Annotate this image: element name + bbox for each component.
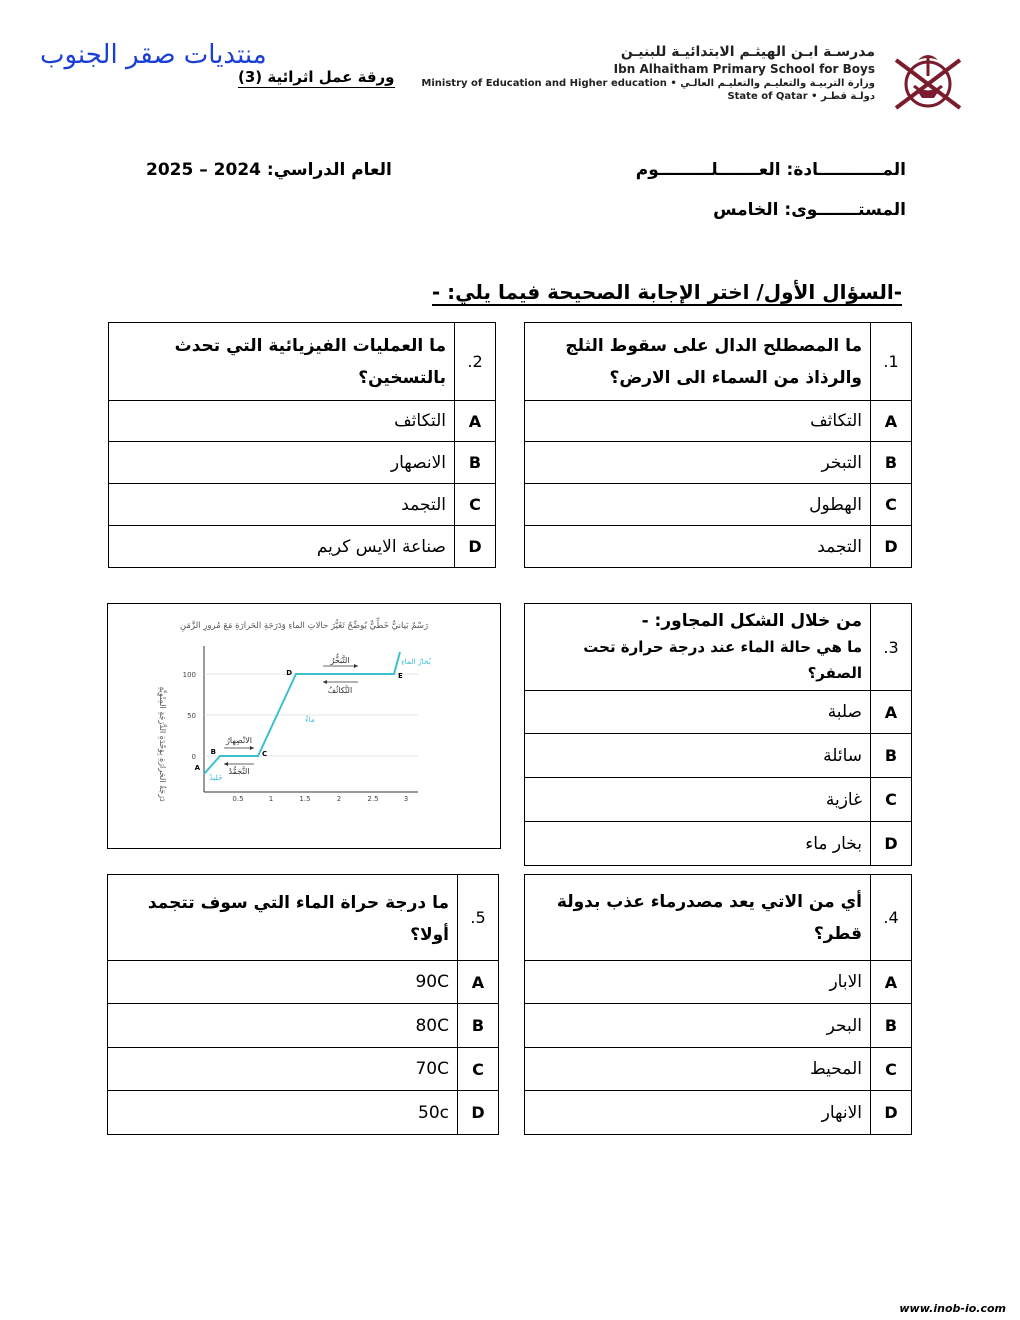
- option-text[interactable]: سائلة: [525, 734, 871, 778]
- option-letter: C: [455, 484, 496, 526]
- ministry-en: Ministry of Education and Higher education: [421, 78, 667, 89]
- question-text: ما العمليات الفيزيائية التي تحدث بالتسخين؟: [109, 323, 455, 401]
- academic-year: العام الدراسي: 2024 – 2025: [146, 160, 392, 180]
- option-text[interactable]: المحيط: [525, 1048, 871, 1091]
- option-letter: A: [871, 401, 912, 442]
- figure-ylabel: دَرَجَةُ الحَرارَةِ بِوَحْدَةِ الدَّرَجَةِ المِئَوِيَّةِ: [158, 686, 167, 802]
- school-name-ar: مدرسـة ابـن الهيثـم الابتدائيـة للبنيـن: [620, 44, 875, 60]
- label-vapor: بُخارُ الماءِ: [401, 657, 431, 666]
- option-text[interactable]: التكاثف: [525, 401, 871, 442]
- option-text[interactable]: 80C: [108, 1004, 458, 1048]
- option-text[interactable]: 70C: [108, 1048, 458, 1091]
- ministry-ar: وزارة التربيـة والتعليـم والتعليـم العالـي: [680, 78, 875, 89]
- worksheet-title: ورقة عمل اثرائية (3): [238, 68, 395, 86]
- option-text[interactable]: التجمد: [109, 484, 455, 526]
- point-label-b: B: [210, 748, 216, 756]
- option-letter: A: [871, 691, 912, 734]
- option-text[interactable]: الانهار: [525, 1091, 871, 1135]
- option-text[interactable]: صناعة الايس كريم: [109, 526, 455, 568]
- arrow-head: [323, 680, 327, 684]
- option-letter: A: [455, 401, 496, 442]
- option-letter: A: [458, 961, 499, 1004]
- option-letter: C: [871, 1048, 912, 1091]
- question-number: 4.: [871, 875, 912, 961]
- option-text[interactable]: بخار ماء: [525, 822, 871, 866]
- figure-title: رَسْمٌ بَيانيٌّ خَطِّيٌّ يُوضِّحُ تَغَيُّرَ حالاتِ الماءِ وَدَرَجَةِ الحَرارَةِ مَعَ مُرورِ الزَّمَنِ: [179, 621, 429, 631]
- question-4-table: [524, 874, 912, 1135]
- option-text[interactable]: التجمد: [525, 526, 871, 568]
- option-text[interactable]: 50c: [108, 1091, 458, 1135]
- state-en: State of Qatar: [727, 91, 808, 102]
- y-tick-label: 0: [191, 753, 196, 761]
- label-evaporation: التَّبَخُّرُ: [330, 656, 350, 665]
- question-2-table: [108, 322, 496, 568]
- label-freezing: التَّجَمُّدُ: [228, 767, 250, 776]
- x-tick-label: 3: [403, 795, 409, 803]
- forum-name: منتديات صقر الجنوب: [40, 40, 267, 70]
- point-label-d: D: [286, 669, 292, 677]
- question-number: 5.: [458, 875, 499, 961]
- state-line: State of Qatar • دولـة قطـر: [727, 91, 875, 102]
- label-melting: الانْصِهارُ: [226, 736, 252, 745]
- label-water: ماءٌ: [305, 715, 315, 724]
- arrow-head: [354, 664, 358, 668]
- option-letter: B: [871, 734, 912, 778]
- x-tick-label: 1.5: [299, 795, 311, 803]
- option-letter: B: [871, 1004, 912, 1048]
- state-ar: دولـة قطـر: [821, 91, 875, 102]
- option-letter: B: [458, 1004, 499, 1048]
- question-text: [525, 604, 871, 691]
- option-letter: B: [871, 442, 912, 484]
- label-ice: جَليدٌ: [209, 773, 223, 782]
- question-text: أي من الاتي يعد مصدرماء عذب بدولة قطر؟: [525, 875, 871, 961]
- option-text[interactable]: 90C: [108, 961, 458, 1004]
- option-text[interactable]: صلبة: [525, 691, 871, 734]
- qatar-emblem-logo: [888, 46, 968, 116]
- section-title: -السؤال الأول/ اختر الإجابة الصحيحة فيما يلي: -: [431, 280, 902, 304]
- question-1-table: [524, 322, 912, 568]
- x-tick-label: 1: [268, 795, 274, 803]
- option-letter: D: [455, 526, 496, 568]
- option-text[interactable]: الهطول: [525, 484, 871, 526]
- phase-change-graph: [108, 604, 500, 848]
- option-text[interactable]: الانصهار: [109, 442, 455, 484]
- option-letter: C: [871, 778, 912, 822]
- figure-box: [107, 603, 501, 849]
- option-letter: A: [871, 961, 912, 1004]
- label-condensation: التَّكاثُفُ: [327, 686, 353, 695]
- school-header: [421, 44, 875, 102]
- arrow-head: [250, 746, 254, 750]
- x-tick-label: 2.5: [367, 795, 379, 803]
- school-name-en: Ibn Alhaitham Primary School for Boys: [613, 62, 875, 76]
- y-tick-label: 100: [182, 671, 196, 679]
- y-tick-label: 50: [187, 712, 196, 720]
- option-text[interactable]: التبخر: [525, 442, 871, 484]
- x-tick-label: 0.5: [232, 795, 244, 803]
- level-line: المستـــــــوى: الخامس: [713, 200, 906, 220]
- option-letter: D: [871, 526, 912, 568]
- option-text[interactable]: البحر: [525, 1004, 871, 1048]
- question-text: ما درجة حراة الماء التي سوف تتجمد أولا؟: [108, 875, 458, 961]
- option-letter: B: [455, 442, 496, 484]
- question-number: 3.: [871, 604, 912, 691]
- option-text[interactable]: الابار: [525, 961, 871, 1004]
- option-letter: D: [871, 1091, 912, 1135]
- question-3-table: [524, 603, 912, 866]
- footer-url[interactable]: www.inob-io.com: [899, 1302, 1006, 1315]
- option-letter: C: [458, 1048, 499, 1091]
- question-text-line2: ما هي حالة الماء عند درجة حرارة تحت الصفر؟: [583, 638, 862, 682]
- x-tick-label: 2: [336, 795, 342, 803]
- option-letter: D: [458, 1091, 499, 1135]
- ministry-line: Ministry of Education and Higher education • وزارة التربيـة والتعليـم والتعليـم العالـي: [421, 78, 875, 89]
- question-number: 1.: [871, 323, 912, 401]
- option-text[interactable]: التكاثف: [109, 401, 455, 442]
- option-letter: C: [871, 484, 912, 526]
- question-5-table: [107, 874, 499, 1135]
- option-text[interactable]: غازية: [525, 778, 871, 822]
- arrow-head: [224, 762, 228, 766]
- point-label-a: A: [194, 764, 200, 772]
- question-number: 2.: [455, 323, 496, 401]
- question-text-line1: من خلال الشكل المجاور: -: [641, 611, 862, 631]
- question-text: ما المصطلح الدال على سقوط الثلج والرذاذ من السماء الى الارض؟: [525, 323, 871, 401]
- subject-line: المـــــــــــادة: العـــــــلـــــــــوم: [635, 160, 906, 180]
- option-letter: D: [871, 822, 912, 866]
- point-label-e: E: [398, 672, 403, 680]
- point-label-c: C: [262, 750, 268, 758]
